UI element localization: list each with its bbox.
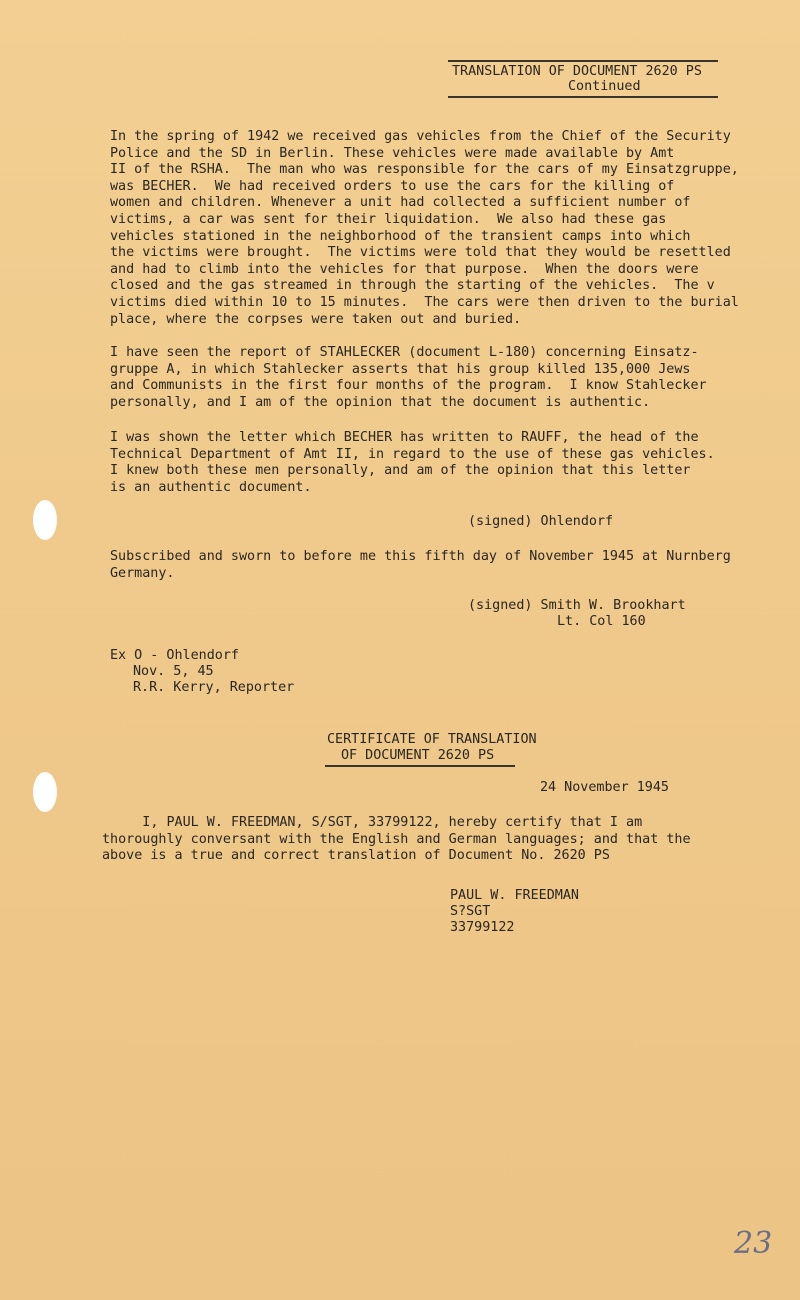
text-line: Police and the SD in Berlin. These vehicles were made available by Amt [110,145,675,161]
paragraph-3 [110,430,715,496]
signature-ohlendorf: (signed) Ohlendorf [468,514,614,529]
punch-hole-bottom [33,772,57,812]
text-line: women and children. Whenever a unit had collected a sufficient number of [110,195,691,211]
text-line: I knew both these men personally, and am of the opinion that this letter [110,463,691,479]
certificate-date: 24 November 1945 [540,780,669,795]
text-line: I was shown the letter which BECHER has written to RAUFF, the head of the [110,430,699,445]
certificate-rule [325,765,515,767]
certificate-body [102,815,691,865]
text-line: Subscribed and sworn to before me this fifth day of November 1945 at Nurnberg [110,549,731,564]
header-rule-top [448,60,718,62]
text-line: II of the RSHA. The man who was responsible for the cars of my Einsatzgruppe, [110,162,739,178]
certificate-signer-rank: S?SGT [450,904,491,919]
text-line: place, where the corpses were taken out and buried. [110,311,522,327]
text-line: I have seen the report of STAHLECKER (document L-180) concerning Einsatz- [110,345,699,360]
text-line: above is a true and correct translation of Document No. 2620 PS [102,848,610,864]
text-line: thoroughly conversant with the English and German languages; and that the [102,831,691,847]
text-line: Technical Department of Amt II, in regard to the use of these gas vehicles. [110,446,715,462]
exhibit-date: Nov. 5, 45 [133,664,214,679]
signature-brookhart-rank: Lt. Col 160 [557,614,646,629]
text-line: and had to climb into the vehicles for that purpose. When the doors were [110,261,699,277]
paragraph-2 [110,345,707,411]
certificate-title: CERTIFICATE OF TRANSLATION [327,732,537,747]
certificate-signer-name: PAUL W. FREEDMAN [450,888,579,903]
sworn-statement [110,549,731,582]
text-line: closed and the gas streamed in through the starting of the vehicles. The v [110,278,715,294]
exhibit-reporter: R.R. Kerry, Reporter [133,680,295,695]
certificate-subtitle: OF DOCUMENT 2620 PS [341,748,495,763]
text-line: victims died within 10 to 15 minutes. The cars were then driven to the burial [110,294,739,310]
header-rule-bottom [448,96,718,98]
paragraph-1 [110,129,739,328]
text-line: victims, a car was sent for their liquidation. We also had these gas [110,211,667,227]
header-subtitle: Continued [568,79,641,94]
text-line: is an authentic document. [110,479,312,495]
text-line: and Communists in the first four months of the program. I know Stahlecker [110,378,707,394]
text-line: was BECHER. We had received orders to use the cars for the killing of [110,178,675,194]
signature-brookhart: (signed) Smith W. Brookhart [468,598,686,613]
page-number: 23 [734,1226,773,1261]
text-line: vehicles stationed in the neighborhood of the transient camps into which [110,228,691,244]
text-line: I, PAUL W. FREEDMAN, S/SGT, 33799122, hereby certify that I am [102,815,643,830]
exhibit-label: Ex O - Ohlendorf [110,648,239,663]
text-line: Germany. [110,565,175,581]
text-line: the victims were brought. The victims were told that they would be resettled [110,245,731,261]
punch-hole-top [33,500,57,540]
header-title: TRANSLATION OF DOCUMENT 2620 PS [452,64,702,79]
text-line: gruppe A, in which Stahlecker asserts that his group killed 135,000 Jews [110,361,691,377]
text-line: In the spring of 1942 we received gas vehicles from the Chief of the Security [110,129,731,144]
certificate-signer-number: 33799122 [450,920,515,935]
text-line: personally, and I am of the opinion that the document is authentic. [110,394,651,410]
